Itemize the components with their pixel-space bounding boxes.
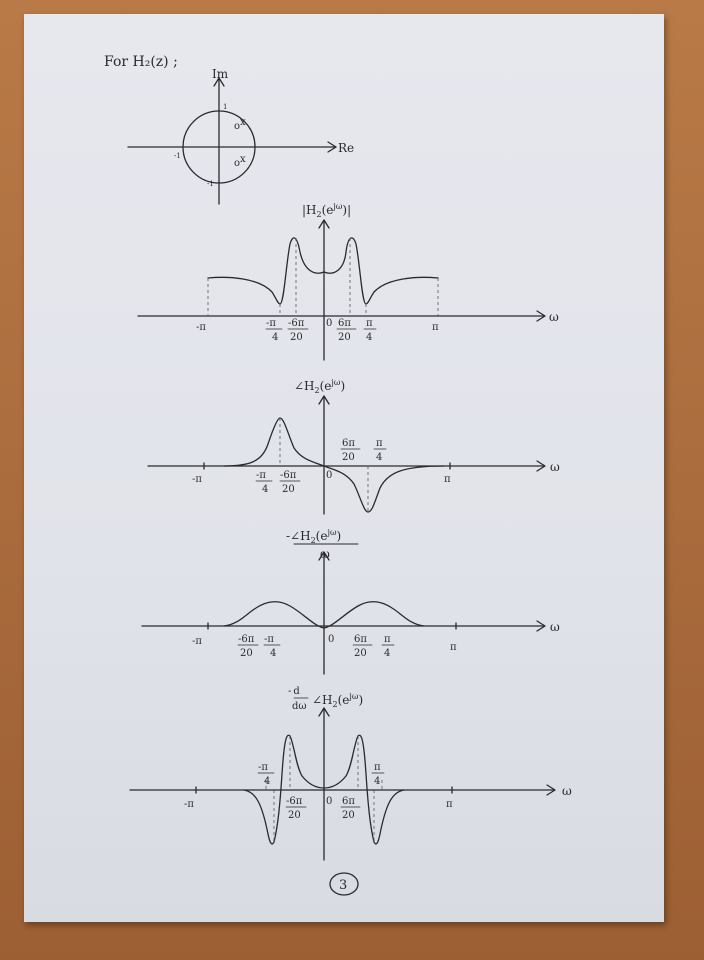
phase-tick-pi4-den: 4 bbox=[376, 452, 383, 463]
page-number: 3 bbox=[339, 878, 348, 893]
pole-zero-plot bbox=[128, 67, 354, 204]
pole-marker-lower: x bbox=[240, 154, 246, 165]
group-delay-tick-pi4-num: π bbox=[374, 762, 381, 773]
unit-minus-j-label: -1 bbox=[207, 180, 214, 188]
group-delay-tick-pi: π bbox=[446, 799, 453, 810]
header-text: For H₂(z) ; bbox=[104, 54, 178, 70]
phase-over-omega-tick-neg-pi4-den: 4 bbox=[270, 648, 277, 659]
group-delay-dw: dω bbox=[292, 701, 307, 712]
phase-tick-neg-pi4-num: -π bbox=[256, 470, 266, 481]
handwritten-sketches bbox=[24, 14, 664, 922]
magnitude-omega-label: ω bbox=[549, 310, 559, 324]
magnitude-tick-pi: π bbox=[432, 322, 439, 333]
group-delay-tick-neg-pi: -π bbox=[184, 799, 194, 810]
phase-over-omega-tick-pi4-den: 4 bbox=[384, 648, 391, 659]
group-delay-tick-zero: 0 bbox=[326, 796, 333, 807]
phase-tick-pi4-num: π bbox=[376, 438, 383, 449]
phase-tick-neg-6pi-den: 20 bbox=[282, 484, 295, 495]
phase-tick-neg-pi: -π bbox=[192, 474, 202, 485]
magnitude-tick-6pi-den: 20 bbox=[338, 332, 351, 343]
magnitude-plot bbox=[138, 202, 559, 360]
group-delay-tick-6pi-den: 20 bbox=[342, 810, 355, 821]
phase-over-omega-tick-neg-6pi-num: -6π bbox=[238, 634, 255, 645]
phase-tick-6pi-den: 20 bbox=[342, 452, 355, 463]
phase-over-omega-tick-zero: 0 bbox=[328, 634, 335, 645]
magnitude-tick-neg-6pi-num: -6π bbox=[288, 318, 305, 329]
magnitude-tick-zero: 0 bbox=[326, 318, 333, 329]
phase-tick-neg-6pi-num: -6π bbox=[280, 470, 297, 481]
zero-marker-upper: o bbox=[234, 121, 241, 132]
phase-over-omega-tick-6pi-den: 20 bbox=[354, 648, 367, 659]
phase-over-omega-tick-6pi-num: 6π bbox=[354, 634, 367, 645]
zero-marker-lower: o bbox=[234, 158, 241, 169]
group-delay-d: - d bbox=[288, 686, 300, 697]
pole-marker-upper: x bbox=[240, 117, 246, 128]
paper-sheet bbox=[24, 14, 664, 922]
phase-tick-6pi-num: 6π bbox=[342, 438, 355, 449]
phase-over-omega-tick-neg-6pi-den: 20 bbox=[240, 648, 253, 659]
im-label: Im bbox=[212, 67, 229, 81]
re-label: Re bbox=[338, 141, 355, 155]
magnitude-curve bbox=[208, 238, 438, 304]
phase-over-omega-omega-label: ω bbox=[550, 620, 560, 634]
phase-tick-neg-pi4-den: 4 bbox=[262, 484, 269, 495]
group-delay-tick-neg-6pi-num: -6π bbox=[286, 796, 303, 807]
page-number-badge bbox=[330, 873, 358, 895]
group-delay-tick-neg-pi4-num: -π bbox=[258, 762, 268, 773]
group-delay-tick-pi4-den: 4 bbox=[374, 776, 381, 787]
group-delay-omega-label: ω bbox=[562, 784, 572, 798]
phase-plot bbox=[148, 378, 560, 514]
group-delay-tick-6pi-num: 6π bbox=[342, 796, 355, 807]
phase-over-omega-tick-pi: π bbox=[450, 642, 457, 653]
magnitude-tick-neg-pi4-num: -π bbox=[266, 318, 276, 329]
phase-curve bbox=[224, 418, 444, 512]
magnitude-tick-neg-6pi-den: 20 bbox=[290, 332, 303, 343]
magnitude-tick-6pi-num: 6π bbox=[338, 318, 351, 329]
phase-tick-pi: π bbox=[444, 474, 451, 485]
magnitude-tick-neg-pi4-den: 4 bbox=[272, 332, 279, 343]
group-delay-tick-neg-pi4-den: 4 bbox=[264, 776, 271, 787]
phase-omega-label: ω bbox=[550, 460, 560, 474]
phase-over-omega-plot bbox=[142, 528, 560, 674]
phase-over-omega-tick-neg-pi: -π bbox=[192, 636, 202, 647]
phase-over-omega-tick-pi4-num: π bbox=[384, 634, 391, 645]
magnitude-tick-pi4-den: 4 bbox=[366, 332, 373, 343]
phase-over-omega-title: $-\angle H_2(e^{j\omega})$ bbox=[286, 528, 342, 545]
group-delay-title: $\angle H_2(e^{j\omega})$ bbox=[312, 692, 364, 709]
group-delay-tick-neg-6pi-den: 20 bbox=[288, 810, 301, 821]
magnitude-title: $|H_2(e^{j\omega})|$ bbox=[302, 202, 352, 219]
phase-over-omega-tick-neg-pi4-num: -π bbox=[264, 634, 274, 645]
magnitude-tick-pi4-num: π bbox=[366, 318, 373, 329]
unit-minus-one-label: -1 bbox=[174, 152, 181, 160]
magnitude-tick-neg-pi: -π bbox=[196, 322, 206, 333]
unit-one-label: 1 bbox=[223, 103, 228, 111]
phase-tick-zero: 0 bbox=[326, 470, 333, 481]
phase-over-omega-den: ω bbox=[320, 547, 330, 561]
phase-title: $\angle H_2(e^{j\omega})$ bbox=[294, 378, 346, 395]
group-delay-plot bbox=[130, 686, 572, 860]
